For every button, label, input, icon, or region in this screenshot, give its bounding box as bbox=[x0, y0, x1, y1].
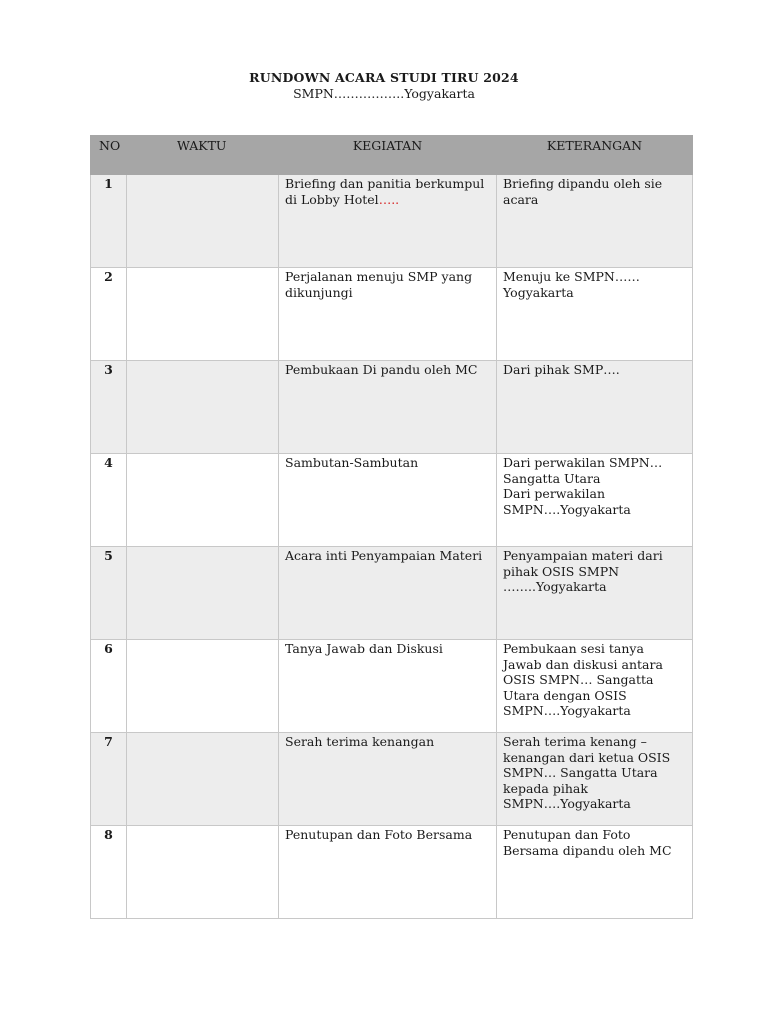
keterangan-line: Menuju ke SMPN…… Yogyakarta bbox=[503, 269, 640, 300]
row-number: 4 bbox=[91, 454, 127, 547]
row-number: 8 bbox=[91, 826, 127, 919]
kegiatan-placeholder-dots: ….. bbox=[378, 191, 400, 207]
row-keterangan bbox=[497, 454, 693, 547]
table-row bbox=[91, 268, 693, 361]
table-row bbox=[91, 361, 693, 454]
row-keterangan bbox=[497, 733, 693, 826]
row-keterangan bbox=[497, 268, 693, 361]
row-kegiatan bbox=[279, 175, 497, 268]
row-keterangan bbox=[497, 640, 693, 733]
row-keterangan bbox=[497, 361, 693, 454]
header-waktu: WAKTU bbox=[127, 136, 279, 175]
table-row bbox=[91, 175, 693, 268]
row-keterangan bbox=[497, 826, 693, 919]
row-number: 3 bbox=[91, 361, 127, 454]
table-row bbox=[91, 640, 693, 733]
row-waktu bbox=[127, 826, 279, 919]
kegiatan-text: Pembukaan Di pandu oleh MC bbox=[285, 362, 478, 377]
row-kegiatan bbox=[279, 733, 497, 826]
row-waktu bbox=[127, 640, 279, 733]
row-waktu bbox=[127, 454, 279, 547]
row-number: 5 bbox=[91, 547, 127, 640]
row-number: 2 bbox=[91, 268, 127, 361]
row-kegiatan bbox=[279, 268, 497, 361]
table-row bbox=[91, 826, 693, 919]
row-keterangan bbox=[497, 175, 693, 268]
document-title: RUNDOWN ACARA STUDI TIRU 2024 bbox=[249, 70, 519, 85]
table-row bbox=[91, 454, 693, 547]
keterangan-line: Dari perwakilan SMPN… Sangatta Utara bbox=[503, 455, 663, 486]
row-kegiatan bbox=[279, 640, 497, 733]
header-no: NO bbox=[91, 136, 127, 175]
row-kegiatan bbox=[279, 826, 497, 919]
row-number: 7 bbox=[91, 733, 127, 826]
table-row bbox=[91, 733, 693, 826]
keterangan-line: Penutupan dan Foto Bersama dipandu oleh MC bbox=[503, 827, 672, 858]
keterangan-line: Dari perwakilan SMPN….Yogyakarta bbox=[503, 486, 631, 517]
row-kegiatan bbox=[279, 454, 497, 547]
row-waktu bbox=[127, 361, 279, 454]
table-body bbox=[91, 175, 693, 919]
row-waktu bbox=[127, 175, 279, 268]
kegiatan-text: Serah terima kenangan bbox=[285, 734, 435, 749]
kegiatan-text: Tanya Jawab dan Diskusi bbox=[285, 641, 443, 656]
table-row bbox=[91, 547, 693, 640]
header-kegiatan: KEGIATAN bbox=[279, 136, 497, 175]
kegiatan-text: Perjalanan menuju SMP yang dikunjungi bbox=[285, 269, 473, 300]
keterangan-line: Pembukaan sesi tanya Jawab dan diskusi antara OSIS SMPN… Sangatta Utara dengan OSIS SMPN….Yogyakarta bbox=[503, 641, 663, 718]
row-kegiatan bbox=[279, 361, 497, 454]
row-number: 6 bbox=[91, 640, 127, 733]
table-header-row bbox=[91, 136, 693, 175]
rundown-table bbox=[90, 135, 693, 919]
kegiatan-text: Sambutan-Sambutan bbox=[285, 455, 419, 470]
row-kegiatan bbox=[279, 547, 497, 640]
kegiatan-text: Briefing dan panitia berkumpul di Lobby Hotel bbox=[285, 176, 485, 207]
keterangan-line: Penyampaian materi dari pihak OSIS SMPN ……..Yogyakarta bbox=[503, 548, 663, 594]
keterangan-line: Briefing dipandu oleh sie acara bbox=[503, 176, 663, 207]
keterangan-line: Serah terima kenang – kenangan dari ketua OSIS SMPN… Sangatta Utara kepada pihak SMPN….Yogyakarta bbox=[503, 734, 671, 811]
kegiatan-text: Penutupan dan Foto Bersama bbox=[285, 827, 473, 842]
row-number: 1 bbox=[91, 175, 127, 268]
header-keterangan: KETERANGAN bbox=[497, 136, 693, 175]
document-subtitle: SMPN……………..Yogyakarta bbox=[293, 86, 475, 101]
kegiatan-text: Acara inti Penyampaian Materi bbox=[285, 548, 483, 563]
row-waktu bbox=[127, 733, 279, 826]
row-waktu bbox=[127, 547, 279, 640]
row-keterangan bbox=[497, 547, 693, 640]
keterangan-line: Dari pihak SMP…. bbox=[503, 362, 620, 377]
row-waktu bbox=[127, 268, 279, 361]
